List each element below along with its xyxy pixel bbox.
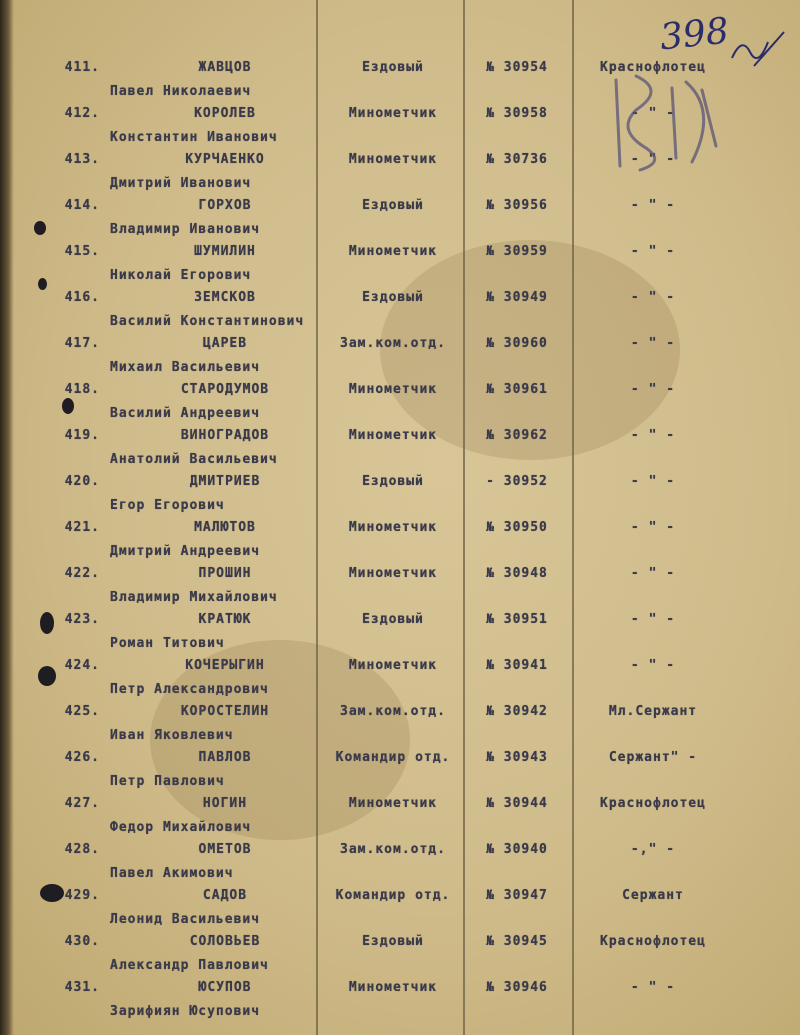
entry-number: 417. <box>64 336 100 351</box>
military-rank: Мл.Сержант <box>608 704 698 719</box>
medal-number: № 30949 <box>486 290 548 305</box>
surname: СТАРОДУМОВ <box>180 382 270 397</box>
scan-dark-edge <box>0 0 14 1035</box>
ink-blot <box>62 398 74 414</box>
position: Минометчик <box>348 106 438 121</box>
medal-number: № 30736 <box>486 152 548 167</box>
given-name-patronymic: Александр Павлович <box>110 958 269 973</box>
given-name-patronymic: Федор Михайлович <box>110 820 252 835</box>
military-rank: Краснофлотец <box>600 60 706 75</box>
position: Минометчик <box>348 796 438 811</box>
entry-number: 422. <box>64 566 100 581</box>
military-rank: Краснофлотец <box>600 796 706 811</box>
entry-number: 412. <box>64 106 100 121</box>
medal-number: № 30946 <box>486 980 548 995</box>
handwritten-pencil-mark <box>606 70 726 180</box>
entry-number: 416. <box>64 290 100 305</box>
position: Минометчик <box>348 382 438 397</box>
entry-number: 420. <box>64 474 100 489</box>
military-rank: - " - <box>630 980 676 995</box>
medal-number: № 30960 <box>486 336 548 351</box>
surname: СОЛОВЬЕВ <box>189 934 261 949</box>
medal-number: № 30961 <box>486 382 548 397</box>
surname: ЖАВЦОВ <box>198 60 252 75</box>
entry-number: 421. <box>64 520 100 535</box>
military-rank: Сержант" - <box>608 750 698 765</box>
surname: ПРОШИН <box>198 566 252 581</box>
position: Командир отд. <box>335 750 451 765</box>
given-name-patronymic: Владимир Иванович <box>110 222 261 237</box>
given-name-patronymic: Роман Титович <box>110 636 225 651</box>
medal-number: № 30954 <box>486 60 548 75</box>
entry-number: 413. <box>64 152 100 167</box>
given-name-patronymic: Василий Константинович <box>110 314 305 329</box>
military-rank: - " - <box>630 658 676 673</box>
surname: ВИНОГРАДОВ <box>180 428 270 443</box>
entry-number: 418. <box>64 382 100 397</box>
entry-number: 423. <box>64 612 100 627</box>
military-rank: - " - <box>630 198 676 213</box>
position: Ездовый <box>362 612 424 627</box>
given-name-patronymic: Константин Иванович <box>110 130 278 145</box>
given-name-patronymic: Зарифиян Юсупович <box>110 1004 261 1019</box>
given-name-patronymic: Анатолий Васильевич <box>110 452 278 467</box>
surname: ШУМИЛИН <box>194 244 256 259</box>
surname: ЦАРЕВ <box>202 336 248 351</box>
given-name-patronymic: Николай Егорович <box>110 268 252 283</box>
surname: КУРЧАЕНКО <box>185 152 265 167</box>
ink-blot <box>34 221 46 235</box>
surname: ЮСУПОВ <box>198 980 252 995</box>
medal-number: - 30952 <box>486 474 548 489</box>
given-name-patronymic: Егор Егорович <box>110 498 225 513</box>
entry-number: 430. <box>64 934 100 949</box>
position: Зам.ком.отд. <box>340 336 446 351</box>
entry-number: 414. <box>64 198 100 213</box>
military-rank: - " - <box>630 152 676 167</box>
surname: ПАВЛОВ <box>198 750 252 765</box>
sheet-number-handwritten: 398 <box>658 10 731 59</box>
position: Ездовый <box>362 290 424 305</box>
surname: НОГИН <box>202 796 248 811</box>
surname: КОРОЛЕВ <box>194 106 256 121</box>
entry-number: 431. <box>64 980 100 995</box>
medal-number: № 30945 <box>486 934 548 949</box>
military-rank: - " - <box>630 106 676 121</box>
given-name-patronymic: Василий Андреевич <box>110 406 261 421</box>
given-name-patronymic: Петр Александрович <box>110 682 269 697</box>
ink-blot <box>38 666 56 686</box>
surname: ОМЕТОВ <box>198 842 252 857</box>
given-name-patronymic: Владимир Михайлович <box>110 590 278 605</box>
position: Минометчик <box>348 520 438 535</box>
military-rank: - " - <box>630 566 676 581</box>
position: Минометчик <box>348 566 438 581</box>
medal-number: № 30944 <box>486 796 548 811</box>
entry-number: 428. <box>64 842 100 857</box>
military-rank: - " - <box>630 290 676 305</box>
medal-number: № 30940 <box>486 842 548 857</box>
given-name-patronymic: Павел Николаевич <box>110 84 252 99</box>
position: Командир отд. <box>335 888 451 903</box>
military-rank: - " - <box>630 244 676 259</box>
medal-number: № 30951 <box>486 612 548 627</box>
entry-number: 427. <box>64 796 100 811</box>
position: Минометчик <box>348 980 438 995</box>
position: Зам.ком.отд. <box>340 842 446 857</box>
position: Ездовый <box>362 60 424 75</box>
given-name-patronymic: Леонид Васильевич <box>110 912 261 927</box>
medal-number: № 30941 <box>486 658 548 673</box>
medal-number: № 30956 <box>486 198 548 213</box>
medal-number: № 30942 <box>486 704 548 719</box>
ink-blot <box>38 278 47 290</box>
given-name-patronymic: Иван Яковлевич <box>110 728 234 743</box>
position: Зам.ком.отд. <box>340 704 446 719</box>
medal-number: № 30948 <box>486 566 548 581</box>
military-rank: - " - <box>630 382 676 397</box>
entry-number: 425. <box>64 704 100 719</box>
surname: МАЛЮТОВ <box>194 520 256 535</box>
given-name-patronymic: Павел Акимович <box>110 866 234 881</box>
entry-number: 415. <box>64 244 100 259</box>
surname: КРАТЮК <box>198 612 252 627</box>
given-name-patronymic: Дмитрий Иванович <box>110 176 252 191</box>
military-rank: Краснофлотец <box>600 934 706 949</box>
military-rank: - " - <box>630 520 676 535</box>
military-rank: - " - <box>630 336 676 351</box>
entry-number: 426. <box>64 750 100 765</box>
column-rule <box>572 0 574 1035</box>
medal-number: № 30958 <box>486 106 548 121</box>
military-rank: -," - <box>630 842 676 857</box>
position: Ездовый <box>362 934 424 949</box>
entry-number: 419. <box>64 428 100 443</box>
medal-number: № 30950 <box>486 520 548 535</box>
given-name-patronymic: Михаил Васильевич <box>110 360 261 375</box>
position: Минометчик <box>348 658 438 673</box>
military-rank: Сержант <box>622 888 684 903</box>
sheet-number-flourish <box>728 28 788 74</box>
medal-number: № 30959 <box>486 244 548 259</box>
military-rank: - " - <box>630 428 676 443</box>
entry-number: 411. <box>64 60 100 75</box>
surname: САДОВ <box>202 888 248 903</box>
position: Ездовый <box>362 198 424 213</box>
military-rank: - " - <box>630 612 676 627</box>
ink-blot <box>40 612 54 634</box>
medal-number: № 30943 <box>486 750 548 765</box>
surname: ЗЕМСКОВ <box>194 290 256 305</box>
entry-number: 424. <box>64 658 100 673</box>
entry-number: 429. <box>64 888 100 903</box>
surname: КОРОСТЕЛИН <box>180 704 270 719</box>
medal-number: № 30947 <box>486 888 548 903</box>
given-name-patronymic: Петр Павлович <box>110 774 225 789</box>
ink-blot <box>40 884 64 902</box>
given-name-patronymic: Дмитрий Андреевич <box>110 544 261 559</box>
surname: ДМИТРИЕВ <box>189 474 261 489</box>
surname: ГОРХОВ <box>198 198 252 213</box>
position: Минометчик <box>348 428 438 443</box>
position: Ездовый <box>362 474 424 489</box>
position: Минометчик <box>348 152 438 167</box>
surname: КОЧЕРЫГИН <box>185 658 265 673</box>
military-rank: - " - <box>630 474 676 489</box>
position: Минометчик <box>348 244 438 259</box>
medal-number: № 30962 <box>486 428 548 443</box>
